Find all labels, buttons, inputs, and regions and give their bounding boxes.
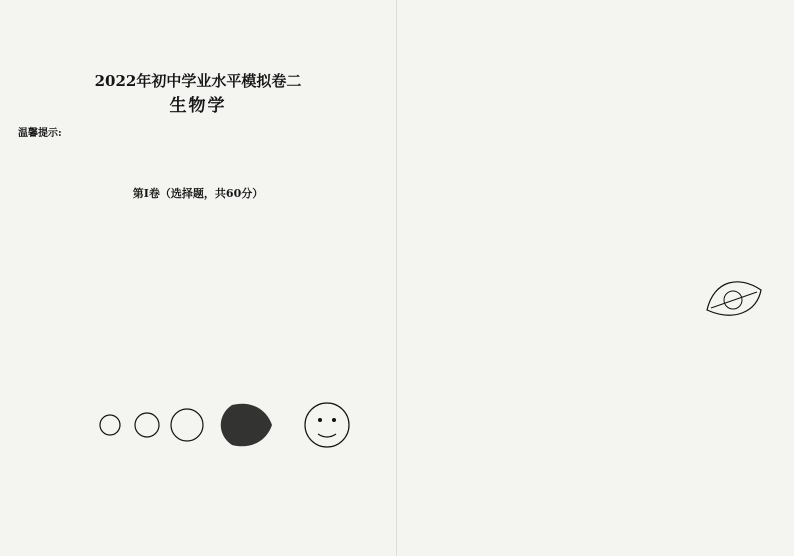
cell-2 [135, 413, 159, 437]
leaf-diagram-svg [699, 270, 769, 326]
leaf-outline [707, 282, 761, 315]
leaf-midrib [711, 292, 757, 308]
embryo-shape [221, 404, 272, 447]
development-diagram-svg [92, 390, 372, 460]
baby-eye-right [332, 418, 336, 422]
baby-mouth [318, 434, 336, 437]
cell-1 [100, 415, 120, 435]
section-title: 第Ⅰ卷（选择题，共60分） [132, 187, 264, 200]
cell-cluster [171, 409, 203, 441]
baby-head [305, 403, 349, 447]
exam-title: 2022年初中学业水平模拟卷二 [94, 72, 302, 90]
hint-text [18, 143, 378, 175]
hint-label: 温馨提示: [18, 128, 62, 139]
baby-eye-left [318, 418, 322, 422]
development-diagram [92, 390, 372, 460]
exam-subtitle: 生物学 [169, 96, 227, 116]
leaf-diagram [699, 270, 769, 326]
right-page [397, 0, 794, 556]
